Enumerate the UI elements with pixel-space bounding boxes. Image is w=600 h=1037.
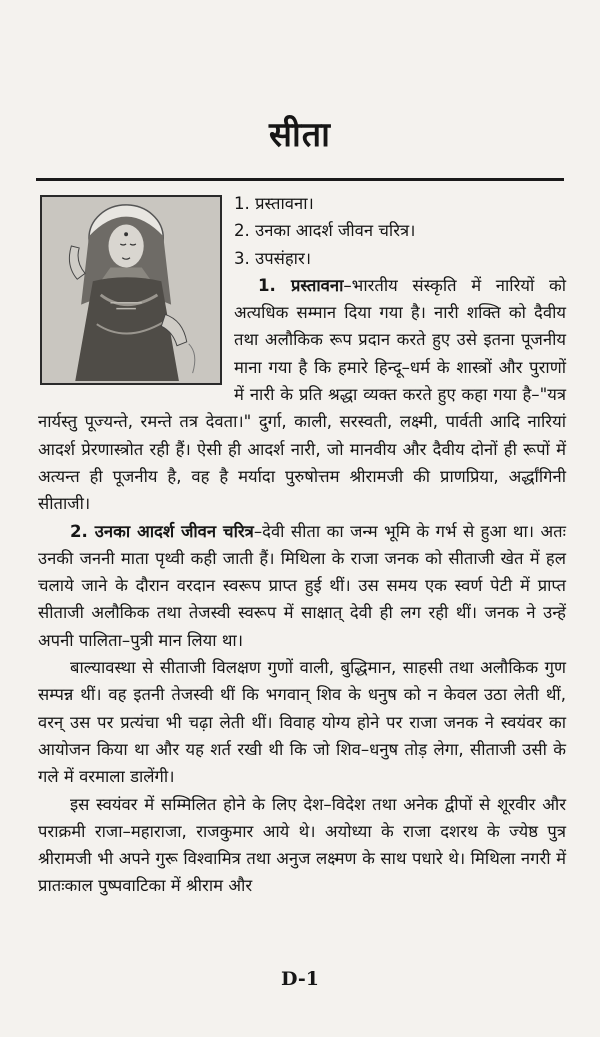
section-text: –देवी सीता का जन्म भूमि के गर्भ से हुआ था। अतः उनकी जननी माता पृथ्वी कही जाती हैं। मिथिला के राजा जनक को सीताजी खेत में हल चलाये जाने के दौरान वरदान स्वरूप प्राप्त हुई थीं। उस समय एक स्वर्ण पेटी में प्राप्त सीताजी अलौकिक तथा तेजस्वी स्वरूप में साक्षात् देवी ही लग रही थीं। जनक ने उन्हें अपनी पालिता–पुत्री मान लिया था। bbox=[38, 521, 566, 650]
paragraph: इस स्वयंवर में सम्मिलित होने के लिए देश–विदेश तथा अनेक द्वीपों से शूरवीर और पराक्रमी राजा–महाराजा, राजकुमार आये थे। अयोध्या के राजा दशरथ के ज्येष्ठ पुत्र श्रीरामजी भी अपने गुरू विश्वामित्र तथा अनुज लक्ष्मण के साथ पधारे थे। मिथिला नगरी में प्रातःकाल पुष्पवाटिका में श्रीराम और bbox=[38, 794, 566, 896]
section-heading: 2. उनका आदर्श जीवन चरित्र bbox=[70, 521, 254, 541]
outline-item: 2. उनका आदर्श जीवन चरित्र। bbox=[234, 221, 416, 241]
figure-spacer bbox=[38, 190, 234, 386]
section-heading: 1. प्रस्तावना bbox=[258, 275, 344, 295]
section-biography bbox=[38, 518, 566, 654]
page-number: D-1 bbox=[281, 968, 319, 990]
outline-item: 3. उपसंहार। bbox=[234, 248, 312, 268]
title-divider bbox=[36, 178, 564, 181]
body-text bbox=[38, 190, 566, 900]
paragraph: बाल्यावस्था से सीताजी विलक्षण गुणों वाली, बुद्धिमान, साहसी तथा अलौकिक गुण सम्पन्न थीं। वह इतनी तेजस्वी थीं कि भगवान् शिव के धनुष को न केवल उठा लेती थीं, वरन् उस पर प्रत्यंचा भी चढ़ा लेती थीं। विवाह योग्य होने पर राजा जनक ने स्वयंवर का आयोजन किया था और यह शर्त रखी थी कि जो शिव–धनुष तोड़ लेगा, सीताजी उसी के गले में वरमाला डालेंगी। bbox=[38, 658, 566, 787]
section-text: –भारतीय संस्कृति में नारियों को अत्यधिक सम्मान दिया गया है। नारी शक्ति को दैवीय तथा अलौकिक रूप प्रदान करते हुए उसे इतना पूजनीय माना गया है कि हमारे हिन्दू–धर्म के शास्त्रों और पुराणों में नारी के प्रति श्रद्धा व्यक्त करते हुए कहा गया है–"यत्र नार्यस्तु पूज्यन्ते, रमन्ते तत्र देवता।" दुर्गा, काली, सरस्वती, लक्ष्मी, पार्वती आदि नारियां आदर्श प्रेरणास्त्रोत रही हैं। ऐसी ही आदर्श नारी, जो मानवीय और दैवीय दोनों ही रूपों में अत्यन्त ही पूजनीय है, वह है मर्यादा पुरुषोत्तम श्रीरामजी की प्राणप्रिया, अर्द्धांगिनी सीताजी। bbox=[38, 275, 566, 514]
page-title: सीता bbox=[269, 115, 331, 155]
outline-item: 1. प्रस्तावना। bbox=[234, 194, 314, 213]
